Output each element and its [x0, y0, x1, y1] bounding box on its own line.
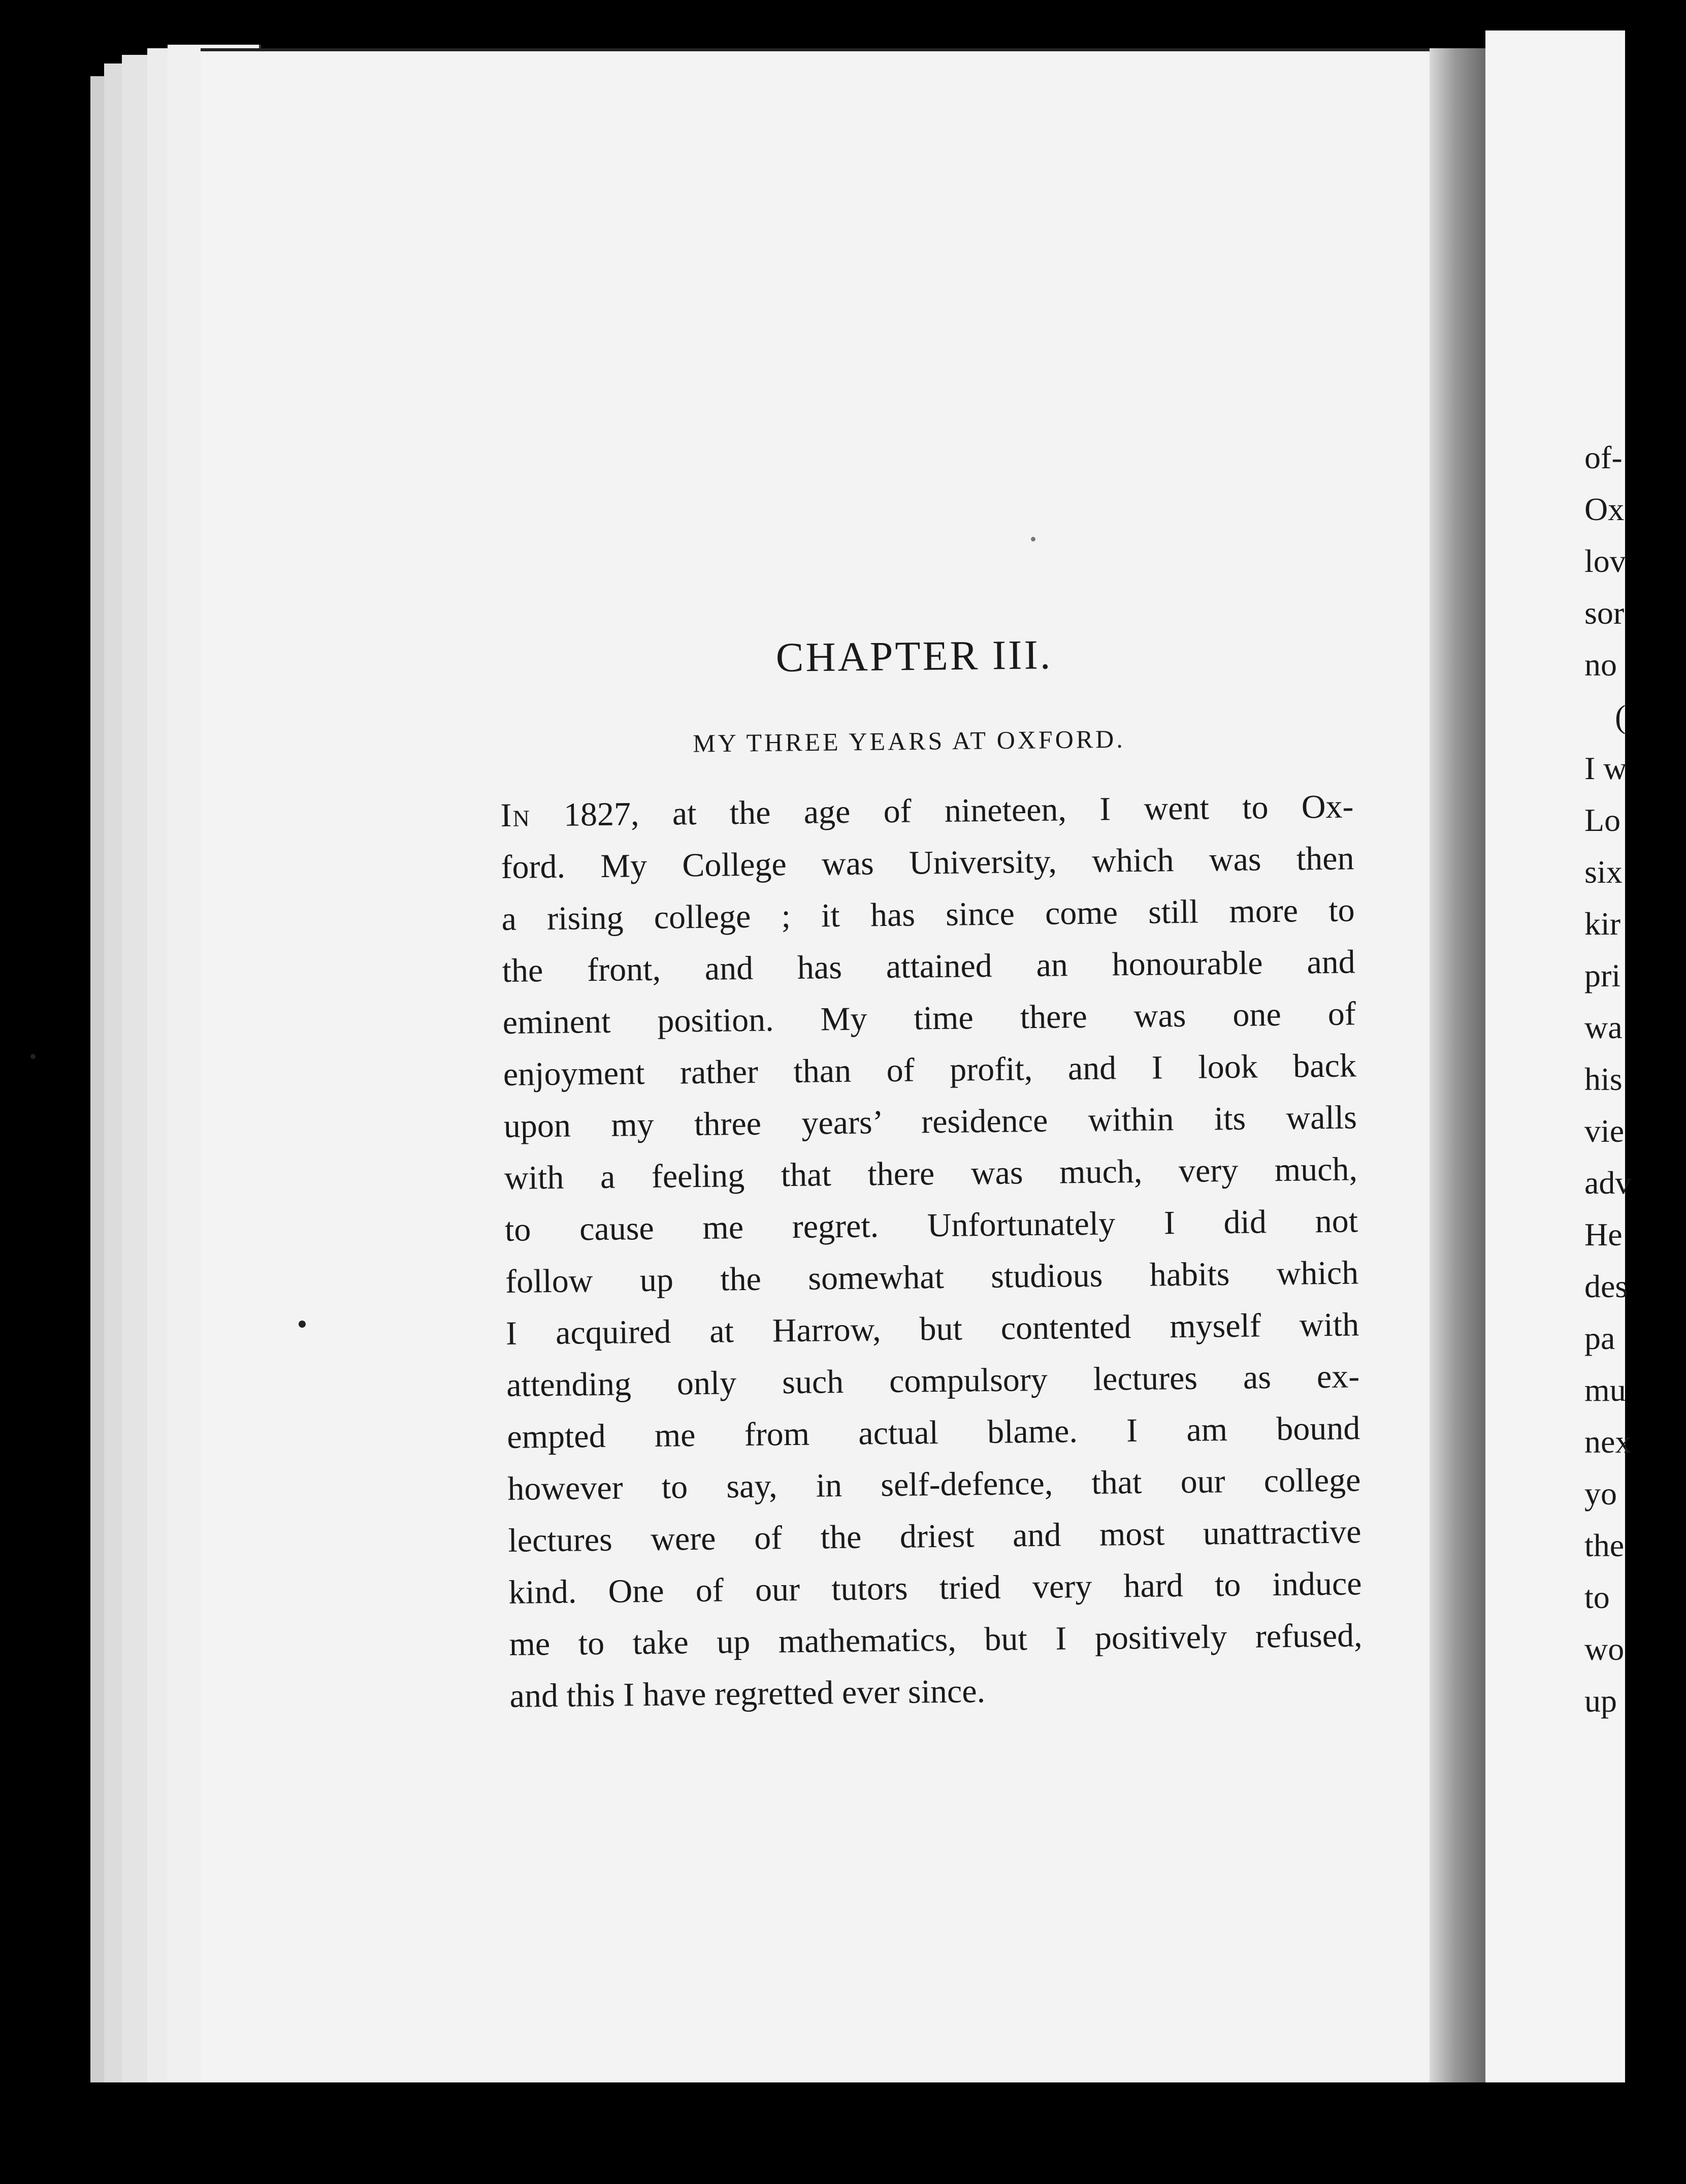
facing-line: (: [1615, 698, 1626, 734]
facing-line: Lo: [1584, 802, 1621, 838]
facing-line: six: [1584, 854, 1623, 890]
facing-line: adv: [1584, 1165, 1632, 1201]
body-text: [500, 781, 1363, 1722]
facing-line: nex: [1584, 1424, 1632, 1460]
body-line: and this I have regretted ever since.: [509, 1673, 986, 1715]
ink-speck: [299, 1321, 306, 1328]
facing-line: pri: [1584, 957, 1621, 993]
facing-line: wo: [1584, 1631, 1625, 1667]
chapter-subtitle: MY THREE YEARS AT OXFORD.: [692, 724, 1126, 758]
facing-line: Ox: [1584, 491, 1625, 527]
facing-line: wa: [1584, 1009, 1623, 1045]
facing-line: mu: [1584, 1372, 1626, 1408]
body-line: kind. One of our tutors tried very hard to induce: [508, 1565, 1362, 1611]
body-line: empted me from actual blame. I am bound: [506, 1409, 1360, 1456]
ink-speck: [30, 1054, 36, 1059]
facing-line: no: [1584, 647, 1617, 683]
facing-line: his: [1584, 1061, 1623, 1097]
body-line: however to say, in self-defence, that our college: [507, 1461, 1361, 1507]
book-gutter: [1430, 48, 1485, 2082]
body-line: follow up the somewhat studious habits which: [505, 1254, 1359, 1300]
body-line: a rising college ; it has since come still more to: [501, 891, 1355, 938]
facing-line: pa: [1584, 1320, 1615, 1356]
body-line: I acquired at Harrow, but contented myself with: [505, 1306, 1359, 1352]
body-line: enjoyment rather than of profit, and I look back: [503, 1047, 1357, 1093]
body-line: lectures were of the driest and most unattractive: [508, 1513, 1361, 1559]
body-line: In 1827, at the age of nineteen, I went to Ox-: [500, 788, 1354, 834]
facing-line: of-: [1584, 439, 1623, 475]
facing-line: up: [1584, 1683, 1617, 1719]
chapter-title: CHAPTER III.: [775, 631, 1053, 681]
drop-word: In: [500, 796, 531, 834]
facing-line: des: [1584, 1268, 1628, 1304]
facing-line: He: [1584, 1216, 1623, 1252]
ink-speck: [1031, 537, 1035, 541]
facing-line: lov: [1584, 543, 1626, 579]
facing-page-text: [1584, 432, 1686, 1727]
body-line: the front, and has attained an honourable and: [502, 943, 1356, 989]
facing-line: kir: [1584, 906, 1621, 942]
body-line: with a feeling that there was much, very much,: [504, 1150, 1358, 1197]
facing-line: I w: [1584, 750, 1627, 786]
facing-line: yo: [1584, 1475, 1617, 1512]
body-line: me to take up mathematics, but I positively refused,: [509, 1617, 1363, 1663]
body-line: attending only such compulsory lectures as ex-: [506, 1358, 1360, 1404]
body-line: upon my three years’ residence within its walls: [503, 1099, 1357, 1145]
body-line: ford. My College was University, which was then: [501, 840, 1354, 886]
facing-line: vie: [1584, 1113, 1625, 1149]
facing-line: to: [1584, 1579, 1610, 1615]
body-line: to cause me regret. Unfortunately I did not: [504, 1202, 1358, 1248]
body-line: eminent position. My time there was one of: [502, 995, 1356, 1041]
facing-line: sor: [1584, 595, 1625, 631]
facing-line: the: [1584, 1527, 1625, 1563]
scan-border: [0, 2082, 1625, 2184]
